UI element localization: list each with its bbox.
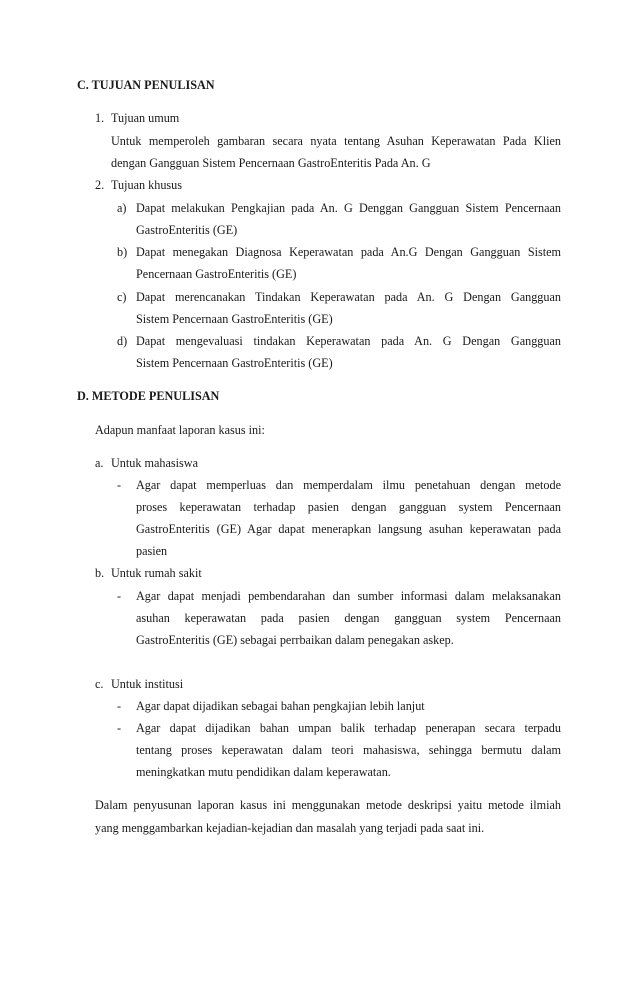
list-a-text-line: Agar dapat memperluas dan memperdalam ilmu penetahuan dengan metode xyxy=(136,478,561,492)
sub-item-text-line: Dapat menegakan Diagnosa Keperawatan pada An.G Dengan Gangguan Sistem xyxy=(136,245,561,259)
section-d-intro: Adapun manfaat laporan kasus ini: xyxy=(95,423,265,437)
list-c-marker: c. xyxy=(95,677,104,691)
section-c-heading: C. TUJUAN PENULISAN xyxy=(77,78,215,92)
sub-item-marker: b) xyxy=(117,245,128,259)
section-d-heading: D. METODE PENULISAN xyxy=(77,389,220,403)
item-2-title: Tujuan khusus xyxy=(111,178,183,192)
list-c-title: Untuk institusi xyxy=(111,677,184,691)
dash-bullet: - xyxy=(117,589,122,603)
sub-item-marker: c) xyxy=(117,290,127,304)
item-1-number: 1. xyxy=(95,111,105,125)
list-a-text-line: GastroEnteritis (GE) Agar dapat menerapkan langsung asuhan keperawatan pada xyxy=(136,522,561,536)
sub-item-text-line: Pencernaan GastroEnteritis (GE) xyxy=(136,267,297,281)
list-b-text-line: asuhan keperawatan pada pasien dengan gangguan system Pencernaan xyxy=(136,611,561,625)
list-a-text-line: proses keperawatan terhadap pasien dengan gangguan system Pencernaan xyxy=(136,500,561,514)
list-c-text-line: Agar dapat dijadikan sebagai bahan pengkajian lebih lanjut xyxy=(136,699,425,713)
item-1-title: Tujuan umum xyxy=(111,111,180,125)
closing-text-line: yang menggambarkan kejadian-kejadian dan masalah yang terjadi pada saat ini. xyxy=(95,821,485,835)
closing-text-line: Dalam penyusunan laporan kasus ini menggunakan metode deskripsi yaitu metode ilmiah xyxy=(95,798,561,812)
list-c-text-line: meningkatkan mutu pendidikan dalam keperawatan. xyxy=(136,765,391,779)
item-1-text-line: dengan Gangguan Sistem Pencernaan GastroEnteritis Pada An. G xyxy=(111,156,431,170)
dash-bullet: - xyxy=(117,478,122,492)
list-b-title: Untuk rumah sakit xyxy=(111,566,202,580)
list-a-marker: a. xyxy=(95,456,104,470)
dash-bullet: - xyxy=(117,721,122,735)
list-c-text-line: tentang proses keperawatan dalam teori mahasiswa, sehingga bermutu dalam xyxy=(136,743,561,757)
list-b-text-line: GastroEnteritis (GE) sebagai perrbaikan dalam penegakan askep. xyxy=(136,633,454,647)
sub-item-text-line: Dapat melakukan Pengkajian pada An. G Denggan Gangguan Sistem Pencernaan xyxy=(136,201,561,215)
sub-item-marker: d) xyxy=(117,334,128,348)
list-a-title: Untuk mahasiswa xyxy=(111,456,198,470)
sub-item-text-line: Dapat merencanakan Tindakan Keperawatan pada An. G Dengan Gangguan xyxy=(136,290,561,304)
sub-item-text-line: Sistem Pencernaan GastroEnteritis (GE) xyxy=(136,312,333,326)
sub-item-text-line: Sistem Pencernaan GastroEnteritis (GE) xyxy=(136,356,333,370)
list-c-text-line: Agar dapat dijadikan bahan umpan balik terhadap penerapan secara terpadu xyxy=(136,721,561,735)
sub-item-marker: a) xyxy=(117,201,127,215)
item-1-text-line: Untuk memperoleh gambaran secara nyata tentang Asuhan Keperawatan Pada Klien xyxy=(111,134,561,148)
dash-bullet: - xyxy=(117,699,122,713)
list-b-marker: b. xyxy=(95,566,105,580)
sub-item-text-line: Dapat mengevaluasi tindakan Keperawatan pada An. G Dengan Gangguan xyxy=(136,334,561,348)
item-2-number: 2. xyxy=(95,178,105,192)
list-a-text-line: pasien xyxy=(136,544,168,558)
list-b-text-line: Agar dapat menjadi pembendarahan dan sumber informasi dalam melaksanakan xyxy=(136,589,561,603)
sub-item-text-line: GastroEnteritis (GE) xyxy=(136,223,238,237)
